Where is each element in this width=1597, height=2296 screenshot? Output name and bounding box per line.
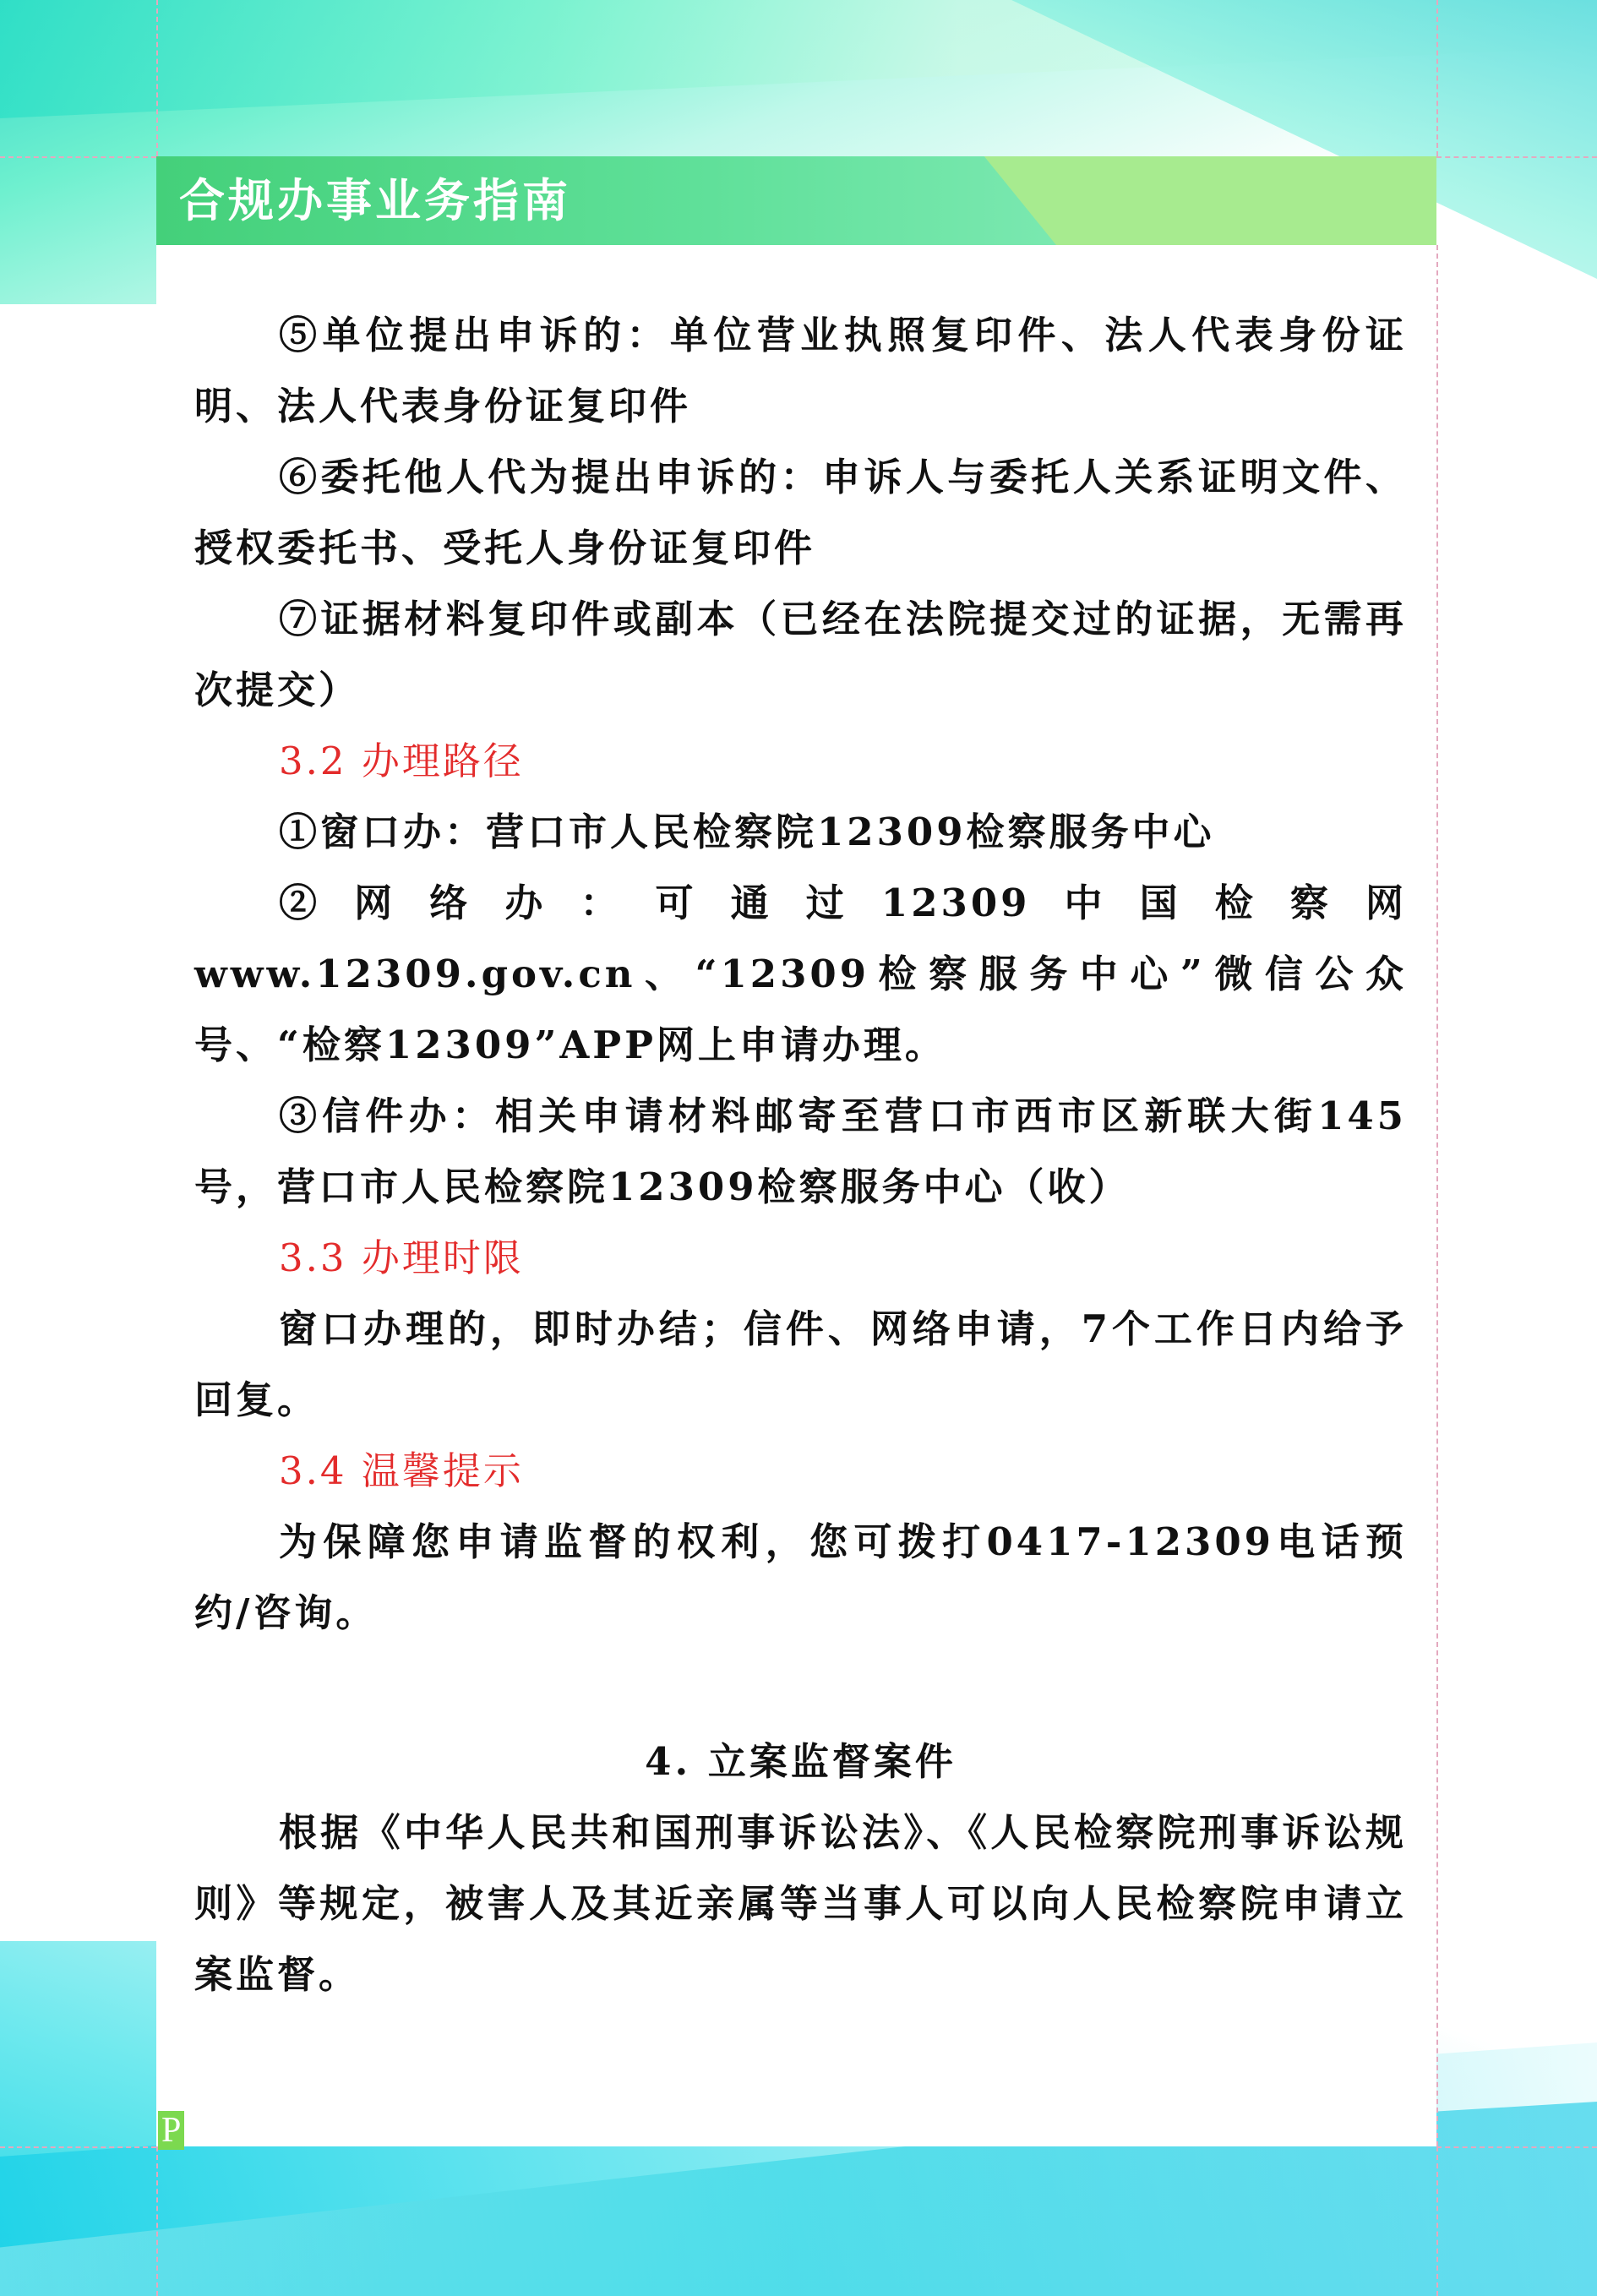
- crop-mark: [156, 0, 158, 156]
- paragraph: ⑤单位提出申诉的：单位营业执照复印件、法人代表身份证明、法人代表身份证复印件: [194, 313, 1407, 428]
- crop-mark: [0, 2146, 156, 2148]
- crop-mark: [0, 156, 156, 158]
- paragraph: ⑥委托他人代为提出申诉的：申诉人与委托人关系证明文件、授权委托书、受托人身份证复印件: [194, 455, 1407, 570]
- crop-mark: [156, 2146, 158, 2296]
- crop-mark: [1436, 0, 1438, 156]
- paragraph: 根据《中华人民共和国刑事诉讼法》、《人民检察院刑事诉讼规则》等规定，被害人及其近亲属等当事人可以向人民检察院申请立案监督。: [194, 1810, 1407, 1997]
- page-number: [158, 2111, 223, 2150]
- paragraph: 窗口办理的，即时办结；信件、网络申请，7个工作日内给予回复。: [194, 1306, 1407, 1422]
- paragraph: 为保障您申请监督的权利，您可拨打0417-12309电话预约/咨询。: [194, 1519, 1407, 1635]
- crop-mark: [1436, 245, 1438, 2146]
- page-prefix: P: [158, 2111, 184, 2150]
- section-heading: 3.4 温馨提示: [279, 1448, 524, 1493]
- section-title: 4. 立案监督案件: [645, 1739, 957, 1784]
- document-body: [194, 300, 1407, 2010]
- page-title: 合规办事业务指南: [179, 174, 571, 227]
- paragraph: ⑦证据材料复印件或副本（已经在法院提交过的证据，无需再次提交）: [194, 597, 1407, 712]
- list-item: ②网络办：可通过12309中国检察网www.12309.gov.cn、“12309检察服务中心”微信公众号、“检察12309”APP网上申请办理。: [194, 881, 1407, 1067]
- section-heading: 3.2 办理路径: [279, 739, 524, 783]
- section-heading: 3.3 办理时限: [279, 1235, 524, 1280]
- crop-mark: [1436, 2146, 1597, 2148]
- crop-mark: [1436, 2146, 1438, 2296]
- page-number-value: 07: [188, 2111, 224, 2150]
- crop-mark: [1436, 156, 1597, 158]
- list-item: ①窗口办：营口市人民检察院12309检察服务中心: [279, 810, 1215, 854]
- list-item: ③信件办：相关申请材料邮寄至营口市西市区新联大街145号，营口市人民检察院12309检察服务中心（收）: [194, 1093, 1407, 1209]
